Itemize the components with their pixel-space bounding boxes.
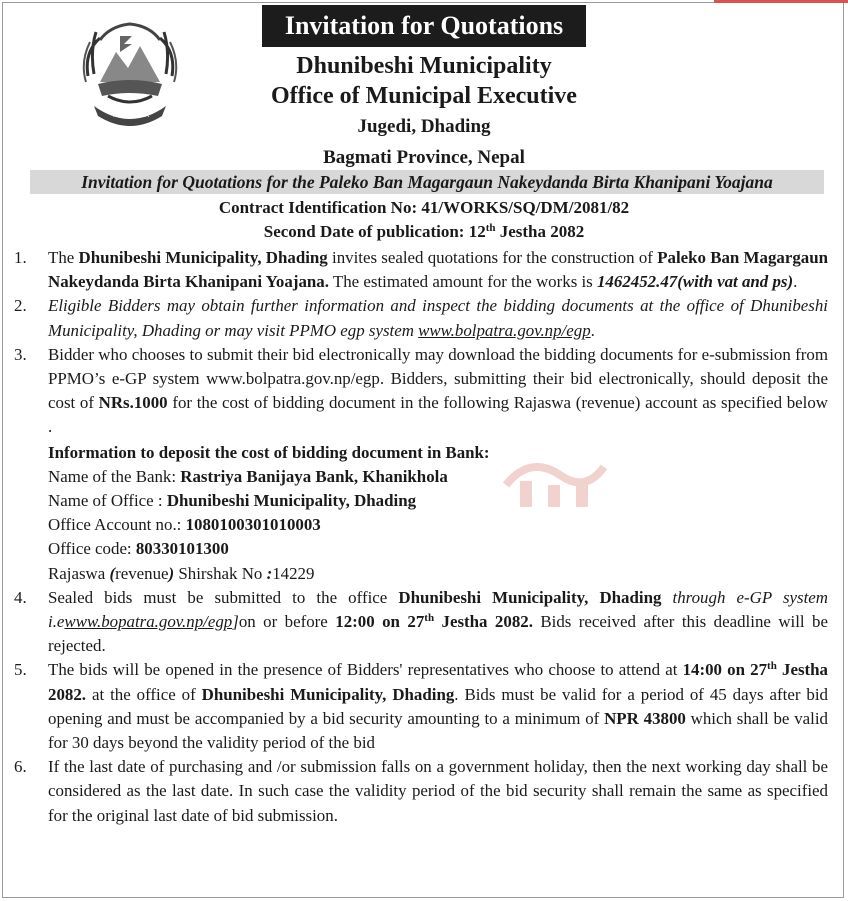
bolpatra-link[interactable]: www.bolpatra.gov.np/egp bbox=[418, 320, 591, 340]
list-item-4: 4. Sealed bids must be submitted to the office Dhunibeshi Municipality, Dhading through e-GP system i.ewww.bopatra.gov.np/egp]on or before 12:00 on 27th Jestha 2082. Bids received after this deadline will be rejected. bbox=[14, 587, 828, 656]
publication-date: Second Date of publication: 12th Jestha 2082 bbox=[263, 222, 585, 241]
item-number: 6. bbox=[14, 757, 27, 777]
notice-subject: Invitation for Quotations for the Paleko Ban Magargaun Nakeydanda Birta Khanipani Yoajana bbox=[30, 170, 824, 194]
notice-title: Invitation for Quotations bbox=[262, 5, 586, 47]
egp-link[interactable]: www.bopatra.gov.np/egp bbox=[64, 612, 233, 632]
municipality-name: Dhunibeshi Municipality bbox=[296, 53, 552, 79]
item-number: 4. bbox=[14, 587, 27, 607]
estimated-amount: 1462452.47(with vat and ps) bbox=[596, 272, 794, 292]
item-number: 1. bbox=[14, 248, 27, 267]
document-fee: NRs.1000 bbox=[98, 393, 168, 413]
bank-name-row: Name of the Bank: Rastriya Banijaya Bank, Khanikhola bbox=[48, 466, 448, 486]
list-item-5: 5. The bids will be opened in the presence of Bidders' representatives who choose to attend at 14:00 on 27th Jestha 2082. at the office of Dhunibeshi Municipality, Dhading. Bids must be valid for a period of 45 days after bid opening and must be accompanied by a bid security amounting to a minimum of NPR 43800 which shall be valid for 30 days beyond the validity period of the bid bbox=[14, 660, 829, 753]
bank-heading: Information to deposit the cost of bidding document in Bank: bbox=[48, 442, 490, 462]
nepal-emblem-logo bbox=[70, 12, 190, 134]
bank-details bbox=[48, 441, 828, 586]
office-name: Office of Municipal Executive bbox=[271, 83, 577, 109]
list-item-6: 6. If the last date of purchasing and /or submission falls on a government holiday, then the next working day shall be considered as the last date. In such case the validity period of the bid security shall remain the same as specified for the original last date of bid submission. bbox=[14, 757, 828, 825]
bid-security-amount: NPR 43800 bbox=[604, 708, 686, 728]
office-code-row: Office code: 80330101300 bbox=[48, 539, 229, 559]
list-item-3: 3. Bidder who chooses to submit their bid electronically may download the bidding documents for e-submission from PPMO’s e-GP system www.bolpatra.gov.np/egp. Bidders, submitting their bid electronically, should deposit the cost of NRs.1000 for the cost of bidding document in the following Rajaswa (revenue) account as specified below . Information to deposit the cost of bidding document in Bank: Name of the Bank: Rastriya Banijaya Bank, Khanikhola Name of Office : Dhunibeshi Municipality, Dhading Office Account no.: 1080100301010003 Office code: 80330101300 Rajaswa (revenue) Shirshak No :14229 bbox=[0, 343, 828, 586]
account-row: Office Account no.: 1080100301010003 bbox=[48, 515, 321, 535]
contract-id: Contract Identification No: 41/WORKS/SQ/DM/2081/82 bbox=[218, 198, 630, 217]
province-name: Bagmati Province, Nepal bbox=[323, 147, 525, 168]
item-number: 5. bbox=[14, 660, 27, 680]
rajaswa-row: Rajaswa (revenue) Shirshak No :14229 bbox=[48, 563, 315, 583]
list-item-1: 1. The Dhunibeshi Municipality, Dhading invites sealed quotations for the construction of Paleko Ban Magargaun Nakeydanda Birta Khanipani Yoajana. The estimated amount for the works is 1462452.47(with vat and ps). bbox=[14, 248, 829, 292]
item-number: 2. bbox=[14, 296, 27, 316]
list-item-2: 2. Eligible Bidders may obtain further information and inspect the bidding documents at the office of Dhunibeshi Municipality, Dhading or may visit PPMO egp system www.bolpatra.gov.np/egp. bbox=[14, 296, 828, 340]
emblem-text: नेपाल सरकार bbox=[110, 110, 150, 119]
item-number: 3. bbox=[14, 344, 27, 364]
notice-items-list bbox=[0, 246, 828, 828]
top-accent-bar bbox=[714, 0, 848, 3]
office-name-row: Name of Office : Dhunibeshi Municipality, Dhading bbox=[48, 491, 417, 511]
office-location: Jugedi, Dhading bbox=[357, 116, 491, 137]
